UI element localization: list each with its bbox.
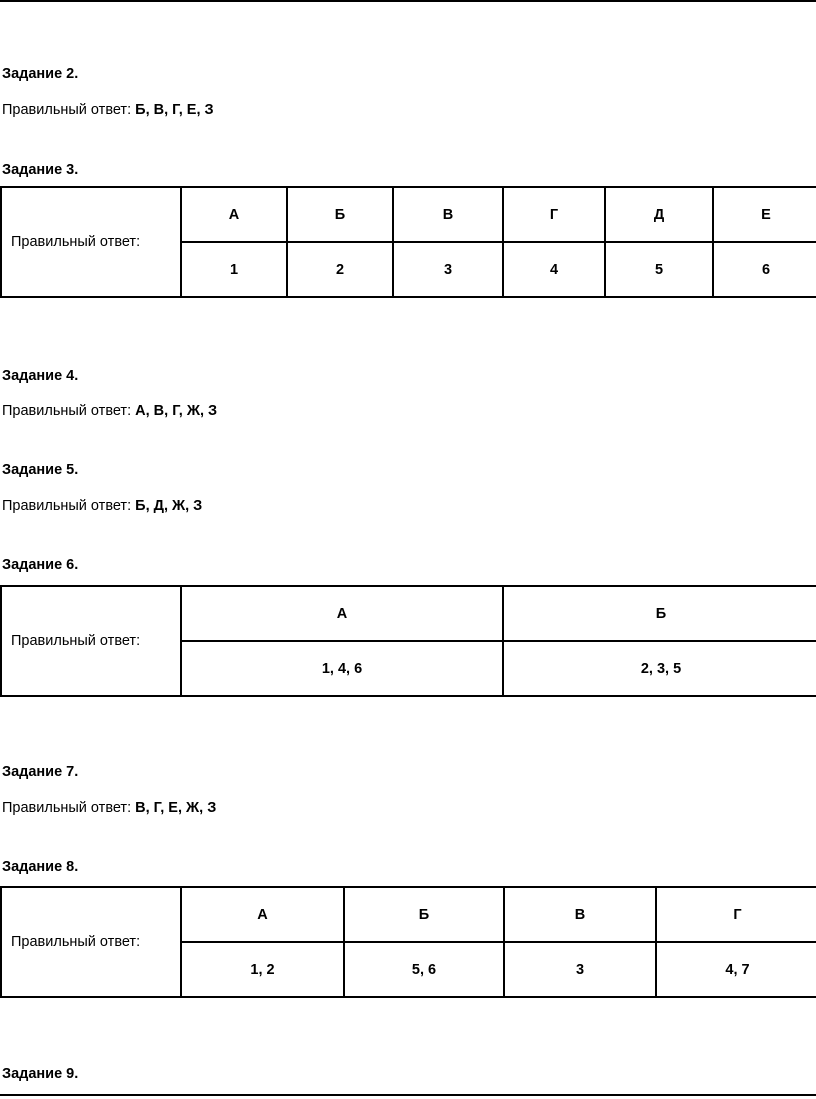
task8-letter-cell: Г: [656, 887, 816, 942]
task9-heading: Задание 9.: [2, 1066, 79, 1082]
task5-heading: Задание 5.: [2, 462, 79, 478]
task8-answer-label: Правильный ответ:: [1, 887, 181, 997]
task3-number-cell: 5: [605, 242, 713, 297]
task8-number-cell: 5, 6: [344, 942, 504, 997]
task4-answer-value: А, В, Г, Ж, З: [135, 403, 218, 419]
task8-number-cell: 3: [504, 942, 656, 997]
task6-heading: Задание 6.: [2, 557, 79, 573]
task3-number-cell: 4: [503, 242, 605, 297]
task5-answer: [2, 498, 202, 514]
task6-number-cell: 2, 3, 5: [503, 641, 816, 696]
task2-answer: [2, 102, 214, 118]
task3-heading: Задание 3.: [2, 162, 79, 178]
task2-heading: Задание 2.: [2, 66, 79, 82]
task8-letters-row: [1, 887, 816, 942]
task2-answer-value: Б, В, Г, Е, З: [135, 102, 214, 118]
task3-letter-cell: Г: [503, 187, 605, 242]
task3-answer-label: Правильный ответ:: [1, 187, 181, 297]
task3-answer-table: [0, 186, 816, 298]
task3-letter-cell: Б: [287, 187, 393, 242]
task3-number-cell: 1: [181, 242, 287, 297]
task8-heading: Задание 8.: [2, 859, 79, 875]
task3-number-cell: 6: [713, 242, 816, 297]
task3-letter-cell: В: [393, 187, 503, 242]
task8-number-cell: 4, 7: [656, 942, 816, 997]
task3-letter-cell: А: [181, 187, 287, 242]
task3-number-cell: 3: [393, 242, 503, 297]
task3-number-cell: 2: [287, 242, 393, 297]
task6-letter-cell: А: [181, 586, 503, 641]
task8-letter-cell: Б: [344, 887, 504, 942]
task7-answer-label: Правильный ответ:: [2, 800, 132, 816]
task4-answer-label: Правильный ответ:: [2, 403, 132, 419]
task3-letter-cell: Е: [713, 187, 816, 242]
task8-number-cell: 1, 2: [181, 942, 344, 997]
task5-answer-label: Правильный ответ:: [2, 498, 132, 514]
task8-letter-cell: В: [504, 887, 656, 942]
task3-letters-row: [1, 187, 816, 242]
task4-answer: [2, 403, 217, 419]
bottom-rule: [0, 1094, 816, 1096]
task7-answer-value: В, Г, Е, Ж, З: [135, 800, 217, 816]
task6-answer-label: Правильный ответ:: [1, 586, 181, 696]
task6-letters-row: [1, 586, 816, 641]
task4-heading: Задание 4.: [2, 368, 79, 384]
task7-heading: Задание 7.: [2, 764, 79, 780]
task6-answer-table: [0, 585, 816, 697]
task7-answer: [2, 800, 216, 816]
task2-answer-label: Правильный ответ:: [2, 102, 132, 118]
task6-letter-cell: Б: [503, 586, 816, 641]
task5-answer-value: Б, Д, Ж, З: [135, 498, 203, 514]
task8-letter-cell: А: [181, 887, 344, 942]
task6-number-cell: 1, 4, 6: [181, 641, 503, 696]
task8-answer-table: [0, 886, 816, 998]
top-rule: [0, 0, 816, 2]
task3-letter-cell: Д: [605, 187, 713, 242]
